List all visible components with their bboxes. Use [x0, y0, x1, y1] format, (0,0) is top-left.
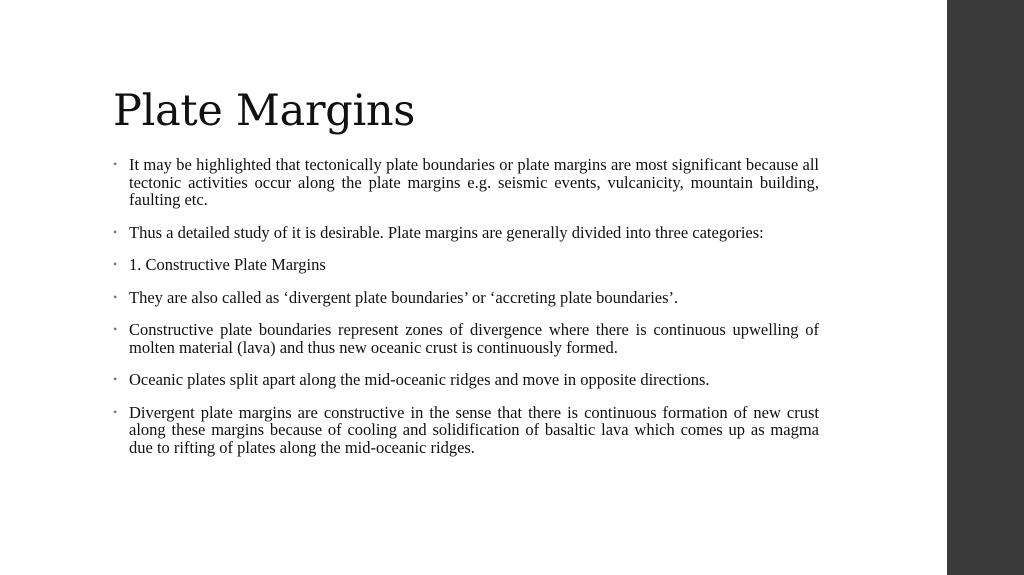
bullet-marker: • [113, 322, 118, 336]
slide-title: Plate Margins [113, 86, 416, 136]
bullet-text: It may be highlighted that tectonically plate boundaries or plate margins are most significant because all tectonic activities occur along the plate margins e.g. seismic events, vulcanicity, mountain building, faulting etc. [129, 155, 819, 209]
bullet-text: Thus a detailed study of it is desirable. Plate margins are generally divided into three categories: [129, 222, 764, 242]
bullet-item [113, 321, 819, 356]
bullet-marker: • [113, 289, 118, 304]
bullet-marker: • [113, 372, 118, 386]
bullet-marker: • [113, 224, 118, 239]
bullet-item [113, 289, 819, 307]
bullet-item [113, 404, 819, 457]
bullet-text: They are also called as ‘divergent plate boundaries’ or ‘accreting plate boundaries’. [129, 287, 679, 307]
bullet-marker: • [113, 257, 118, 271]
bullet-item [113, 371, 819, 389]
bullet-marker: • [113, 157, 118, 171]
bullet-item [113, 256, 819, 274]
bullet-list [113, 156, 819, 471]
bullet-text: Oceanic plates split apart along the mid-oceanic ridges and move in opposite directions. [129, 370, 710, 389]
bullet-text: Divergent plate margins are constructive in the sense that there is continuous formation of new crust along these margins because of cooling and solidification of basaltic lava which comes up as magma due to rifting of plates along the mid-oceanic ridges. [129, 402, 819, 457]
bullet-item [113, 156, 819, 209]
bullet-item [113, 224, 819, 242]
bullet-text: Constructive plate boundaries represent zones of divergence where there is continuous upwelling of molten material (lava) and thus new oceanic crust is continuously formed. [129, 320, 819, 357]
side-bar [947, 0, 1024, 575]
bullet-marker: • [113, 404, 118, 419]
bullet-text: 1. Constructive Plate Margins [129, 255, 326, 274]
